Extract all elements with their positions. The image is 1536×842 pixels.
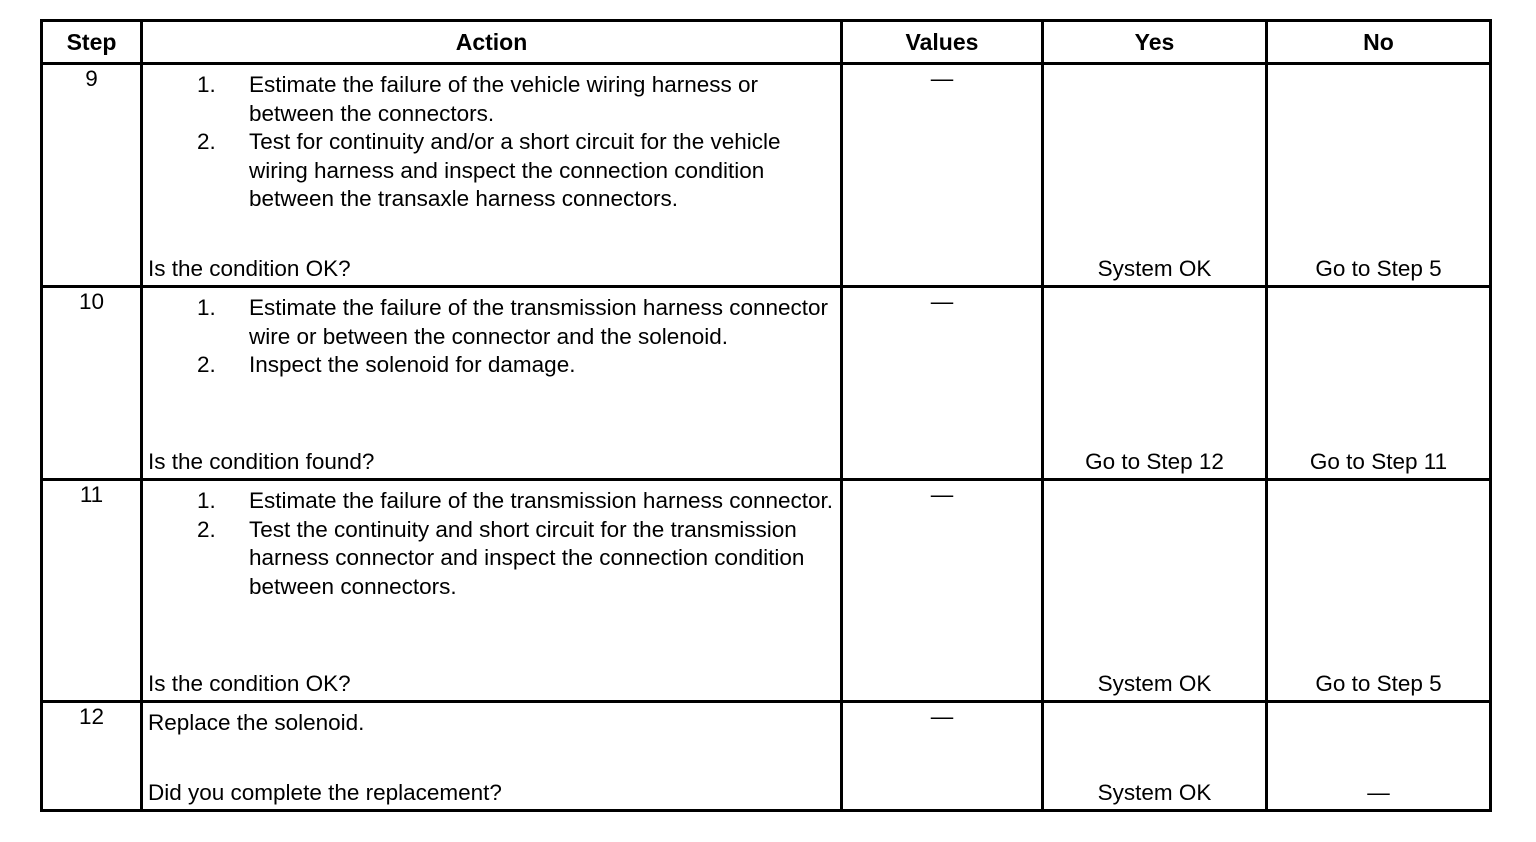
action-question: Is the condition OK? <box>148 255 351 281</box>
yes-cell <box>1043 287 1267 480</box>
action-item-number: 1. <box>197 72 216 97</box>
action-cell <box>142 480 842 702</box>
values-cell: — <box>842 480 1043 702</box>
no-cell <box>1267 480 1491 702</box>
action-list <box>143 65 840 214</box>
action-instruction: Replace the solenoid. <box>148 710 365 735</box>
action-question: Is the condition found? <box>148 448 375 474</box>
action-cell <box>142 287 842 480</box>
no-result: Go to Step 5 <box>1315 670 1442 696</box>
step-number: 9 <box>42 64 142 287</box>
action-item-number: 1. <box>197 488 216 513</box>
no-result: Go to Step 5 <box>1315 255 1442 281</box>
yes-cell <box>1043 480 1267 702</box>
table-row <box>42 64 1491 287</box>
action-item-number: 2. <box>197 129 216 154</box>
table-row <box>42 480 1491 702</box>
yes-cell <box>1043 702 1267 811</box>
action-item-text: Estimate the failure of the vehicle wiring harness or between the connectors. <box>249 72 758 126</box>
no-cell <box>1267 64 1491 287</box>
header-no: No <box>1267 21 1491 64</box>
action-list <box>143 481 840 601</box>
no-result: Go to Step 11 <box>1309 448 1448 474</box>
action-item-text: Estimate the failure of the transmission harness connector wire or between the connector and the solenoid. <box>249 295 829 349</box>
header-row <box>42 21 1491 64</box>
action-item <box>197 71 840 128</box>
action-item-text: Test for continuity and/or a short circuit for the vehicle wiring harness and inspect the connection condition between the transaxle harness connectors. <box>249 129 781 211</box>
header-yes: Yes <box>1043 21 1267 64</box>
values-cell: — <box>842 702 1043 811</box>
action-item-text: Estimate the failure of the transmission harness connector. <box>249 488 834 513</box>
action-item <box>197 128 840 214</box>
yes-result: System OK <box>1097 670 1212 696</box>
table-row <box>42 702 1491 811</box>
no-cell <box>1267 702 1491 811</box>
header-action: Action <box>142 21 842 64</box>
no-result: — <box>1367 779 1390 805</box>
action-list <box>143 288 840 380</box>
step-number: 10 <box>42 287 142 480</box>
diagnostic-table <box>40 19 1492 812</box>
action-question: Is the condition OK? <box>148 670 351 696</box>
action-item <box>197 487 840 516</box>
yes-result: Go to Step 12 <box>1085 448 1224 474</box>
action-item <box>197 516 840 602</box>
yes-cell <box>1043 64 1267 287</box>
step-number: 12 <box>42 702 142 811</box>
values-cell: — <box>842 64 1043 287</box>
no-cell <box>1267 287 1491 480</box>
action-item-number: 2. <box>197 352 216 377</box>
action-item-text: Test the continuity and short circuit for the transmission harness connector and inspect the connection condition between connectors. <box>249 516 805 599</box>
table-row <box>42 287 1491 480</box>
action-item <box>197 294 840 351</box>
header-values: Values <box>842 21 1043 64</box>
step-number: 11 <box>42 480 142 702</box>
action-cell <box>142 64 842 287</box>
action-item-text: Inspect the solenoid for damage. <box>249 352 576 377</box>
action-item-number: 1. <box>197 295 216 320</box>
action-cell <box>142 702 842 811</box>
action-question: Did you complete the replacement? <box>148 779 502 805</box>
values-cell: — <box>842 287 1043 480</box>
header-step: Step <box>42 21 142 64</box>
action-item <box>197 351 840 380</box>
yes-result: System OK <box>1097 255 1212 281</box>
yes-result: System OK <box>1097 779 1212 805</box>
action-item-number: 2. <box>197 516 216 542</box>
